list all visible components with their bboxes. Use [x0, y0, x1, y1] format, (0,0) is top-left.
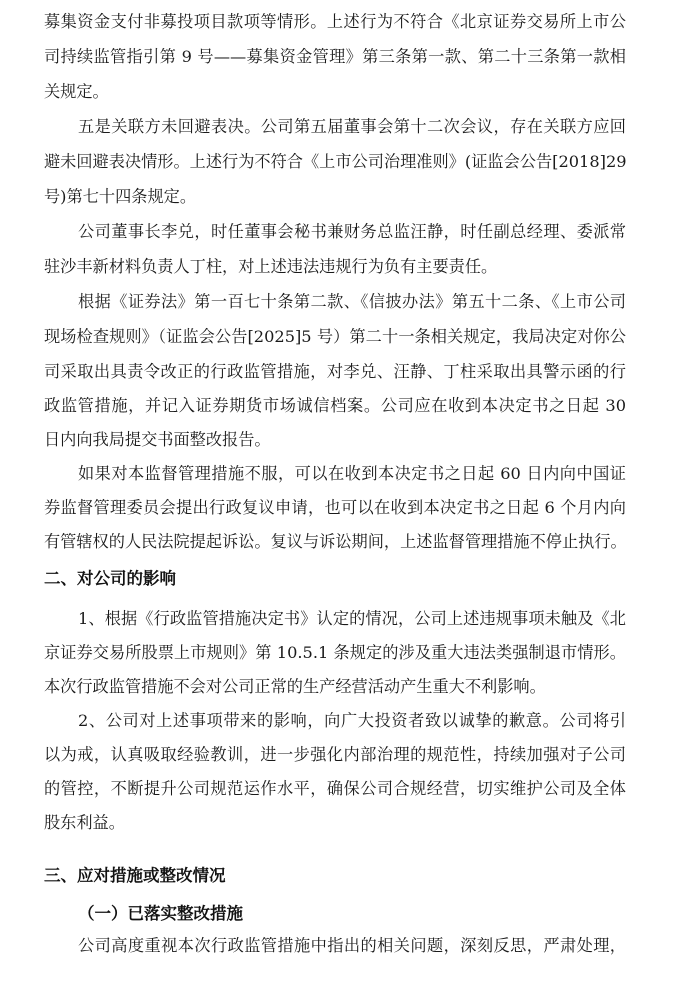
section-heading: 二、对公司的影响: [44, 569, 176, 588]
paragraph-line: 1、根据《行政监管措施决定书》认定的情况，公司上述违规事项未触及《北: [78, 609, 626, 628]
paragraph-line: 以为戒，认真吸取经验教训，进一步强化内部治理的规范性，持续加强对子公司: [44, 745, 626, 764]
paragraph-line: 公司高度重视本次行政监管措施中指出的相关问题，深刻反思，严肃处理，: [78, 936, 626, 955]
paragraph-line: 根据《证券法》第一百七十条第二款、《信披办法》第五十二条、《上市公司: [78, 292, 626, 311]
paragraph-line: 司持续监管指引第 9 号——募集资金管理》第三条第一款、第二十三条第一款相: [44, 47, 626, 66]
paragraph-line: 京证券交易所股票上市规则》第 10.5.1 条规定的涉及重大违法类强制退市情形。: [44, 643, 626, 662]
paragraph-line: 司采取出具责令改正的行政监管措施，对李兑、汪静、丁柱采取出具警示函的行: [44, 362, 626, 381]
paragraph-line: 关规定。: [44, 82, 109, 101]
paragraph-line: 的管控，不断提升公司规范运作水平，确保公司合规经营，切实维护公司及全体: [44, 779, 626, 798]
paragraph-line: 2、公司对上述事项带来的影响，向广大投资者致以诚挚的歉意。公司将引: [78, 711, 626, 730]
paragraph-line: 券监督管理委员会提出行政复议申请，也可以在收到本决定书之日起 6 个月内向: [44, 498, 626, 517]
paragraph-line: 如果对本监督管理措施不服，可以在收到本决定书之日起 60 日内向中国证: [78, 464, 626, 483]
paragraph-line: 募集资金支付非募投项目款项等情形。上述行为不符合《北京证券交易所上市公: [44, 12, 626, 31]
paragraph-line: 现场检查规则》（证监会公告[2025]5 号）第二十一条相关规定，我局决定对你公: [44, 327, 626, 346]
paragraph-line: 公司董事长李兑，时任董事会秘书兼财务总监汪静，时任副总经理、委派常: [78, 222, 626, 241]
paragraph-line: 号)第七十四条规定。: [44, 187, 197, 206]
paragraph-line: 驻沙丰新材料负责人丁柱，对上述违法违规行为负有主要责任。: [44, 257, 498, 276]
paragraph-line: 有管辖权的人民法院提起诉讼。复议与诉讼期间，上述监督管理措施不停止执行。: [44, 532, 627, 551]
paragraph-line: 股东利益。: [44, 813, 125, 832]
paragraph-line: 本次行政监管措施不会对公司正常的生产经营活动产生重大不利影响。: [44, 677, 546, 696]
paragraph-line: 五是关联方未回避表决。公司第五届董事会第十二次会议，存在关联方应回: [78, 117, 626, 136]
subsection-heading: （一）已落实整改措施: [78, 904, 243, 923]
section-heading: 三、应对措施或整改情况: [44, 866, 226, 885]
paragraph-line: 避未回避表决情形。上述行为不符合《上市公司治理准则》(证监会公告[2018]29: [44, 152, 627, 171]
paragraph-line: 日内向我局提交书面整改报告。: [44, 430, 271, 449]
paragraph-line: 政监管措施，并记入证券期货市场诚信档案。公司应在收到本决定书之日起 30: [44, 396, 626, 415]
